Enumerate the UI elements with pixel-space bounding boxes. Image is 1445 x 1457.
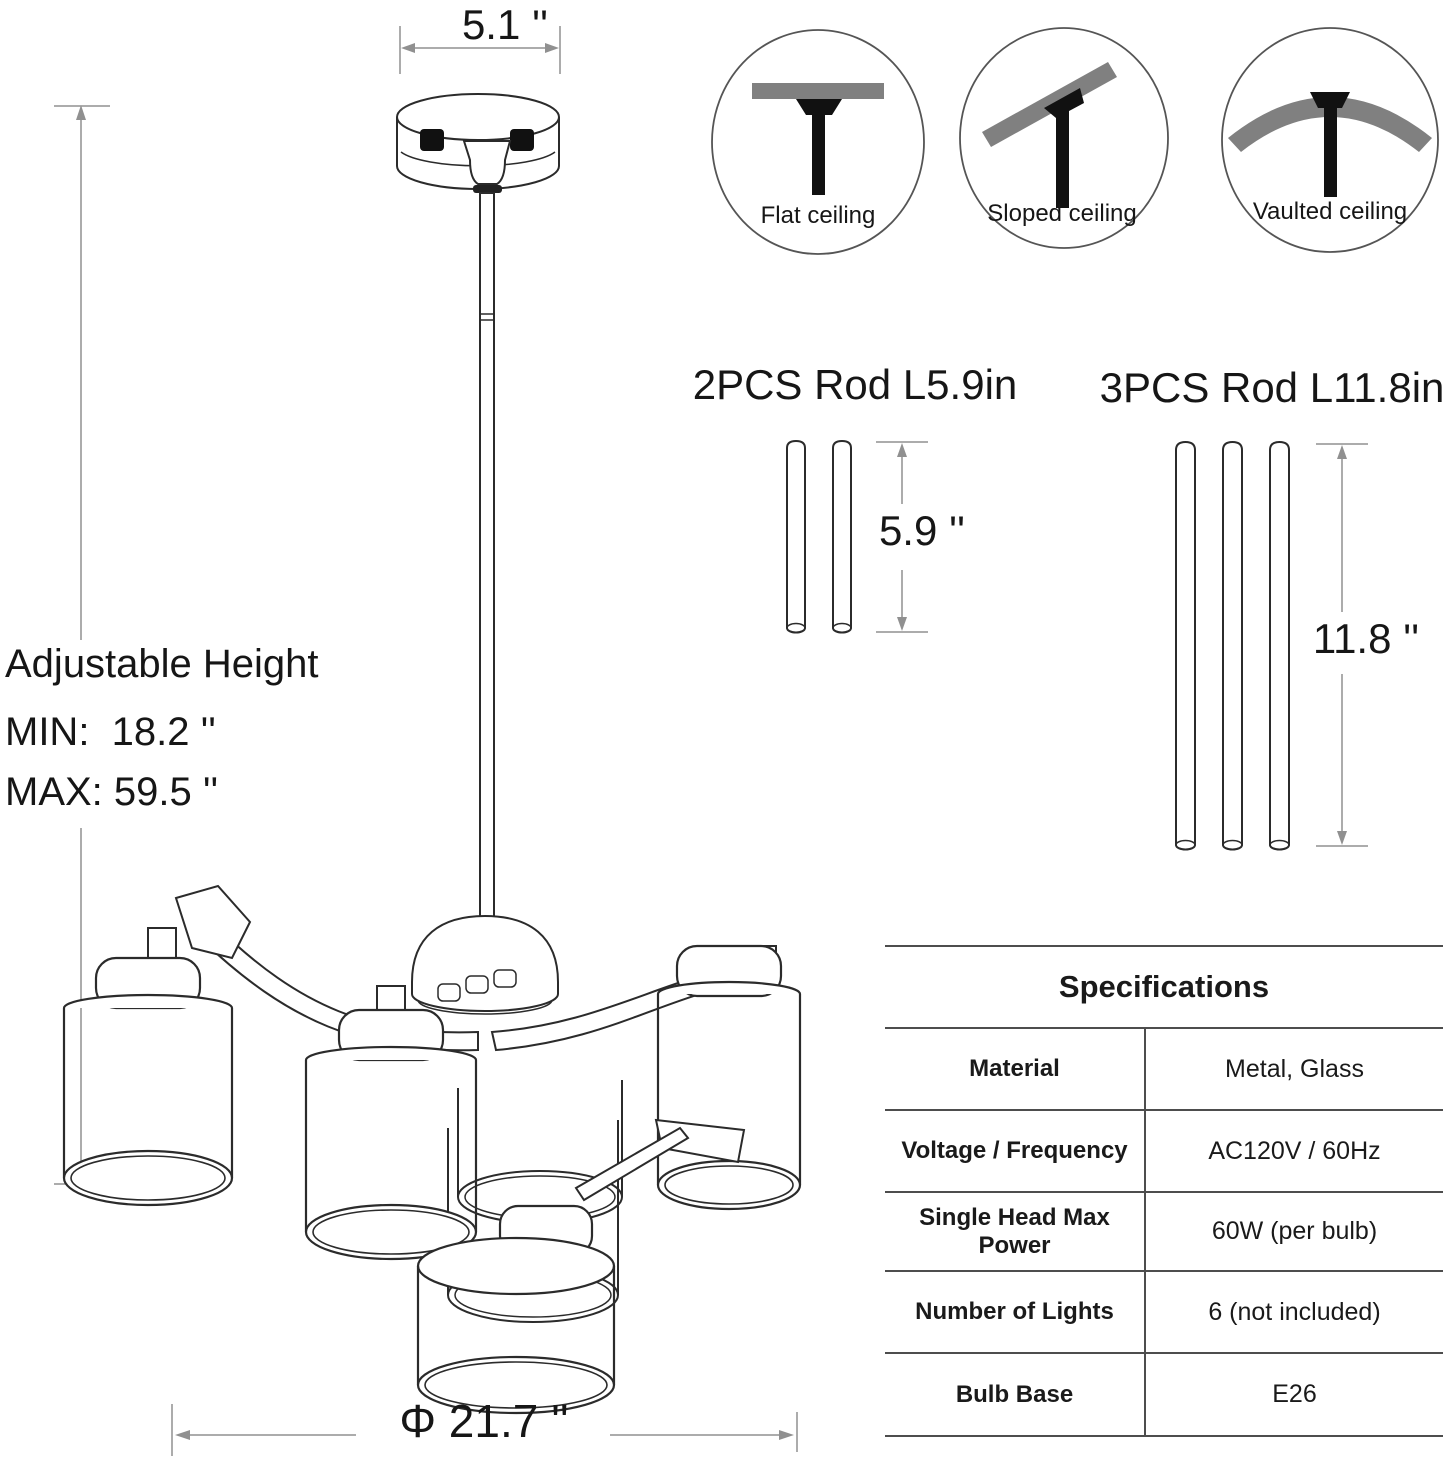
spec-label: Voltage / Frequency <box>885 1111 1146 1191</box>
spec-row-voltage <box>885 1111 1443 1193</box>
spec-value: Metal, Glass <box>1225 1054 1364 1083</box>
shade-right <box>658 946 800 1209</box>
ceiling-canopy <box>397 94 559 193</box>
rods-2pcs-title: 2PCS Rod L5.9in <box>692 361 1018 408</box>
specifications-title: Specifications <box>885 947 1443 1029</box>
shade-far-left <box>64 928 232 1205</box>
spec-row-number-of-lights <box>885 1272 1443 1354</box>
vaulted-ceiling-label: Vaulted ceiling <box>1252 198 1408 225</box>
spec-row-max-power <box>885 1193 1443 1272</box>
adjustable-height-max: MAX: 59.5 '' <box>5 770 219 814</box>
shade-center-mid <box>458 1080 622 1223</box>
rods-3pcs-title: 3PCS Rod L11.8in <box>1099 364 1445 411</box>
sloped-ceiling-label: Sloped ceiling <box>987 200 1137 227</box>
spec-row-bulb-base <box>885 1354 1443 1437</box>
spec-label: Single Head Max Power <box>885 1193 1146 1270</box>
spec-value: E26 <box>1272 1380 1317 1408</box>
spec-label: Material <box>885 1029 1146 1109</box>
rod-59-label: 5.9 '' <box>878 507 966 554</box>
flat-ceiling-label: Flat ceiling <box>760 202 876 229</box>
center-hub <box>412 916 558 1014</box>
rods-3pcs <box>1176 442 1289 850</box>
spec-label: Number of Lights <box>885 1272 1146 1352</box>
adjustable-height-title: Adjustable Height <box>5 642 319 686</box>
spec-label: Bulb Base <box>885 1354 1146 1435</box>
spec-value: 60W (per bulb) <box>1211 1217 1378 1245</box>
spec-row-material <box>885 1029 1443 1111</box>
diameter-label: Φ 21.7 '' <box>399 1395 569 1447</box>
spec-value: AC120V / 60Hz <box>1208 1136 1381 1165</box>
rod-118-label: 11.8 '' <box>1312 615 1420 662</box>
spec-value: 6 (not included) <box>1208 1297 1381 1326</box>
specifications-table <box>885 945 1443 1435</box>
canopy-width-label: 5.1 '' <box>461 1 549 48</box>
hanging-rod <box>480 193 494 920</box>
adjustable-height-min: MIN: 18.2 '' <box>5 710 216 754</box>
